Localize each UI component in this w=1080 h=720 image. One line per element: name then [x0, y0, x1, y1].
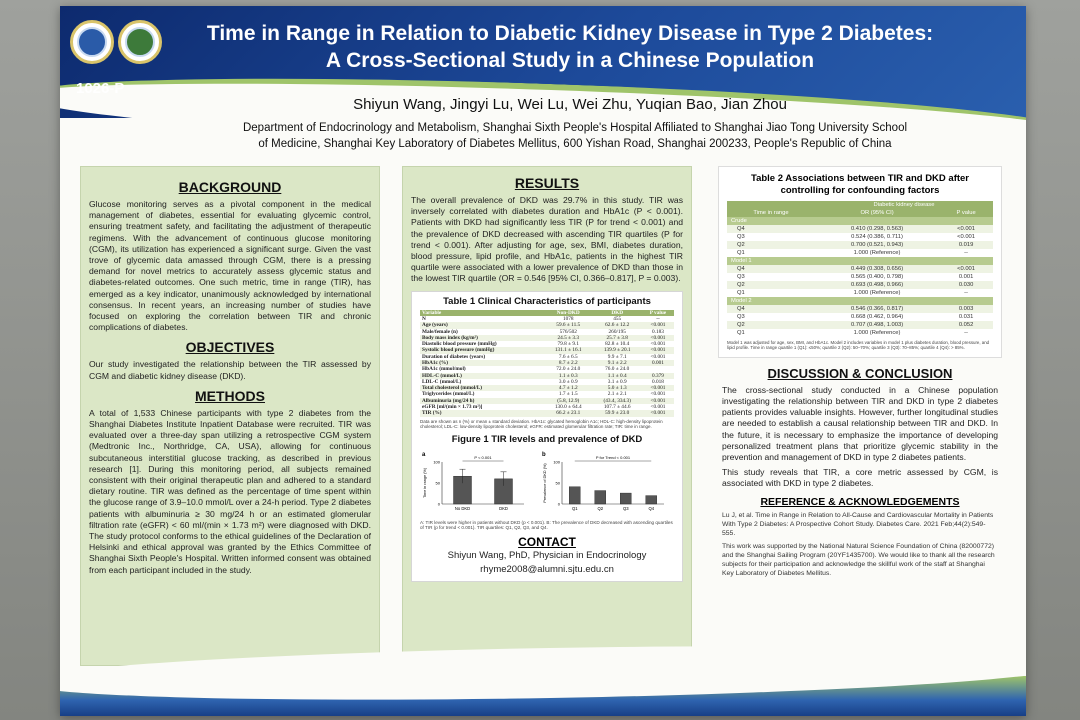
table2-super-header: Diabetic kidney disease: [815, 201, 993, 209]
university-logo: [70, 20, 114, 64]
chart-annotation: P < 0.001: [474, 454, 492, 460]
table1-cell: 9.1 ± 2.2: [592, 360, 641, 366]
table1-cell: <0.001: [642, 322, 674, 328]
table1-cell: N: [422, 315, 426, 322]
table2-cell: 0.449 (0.308, 0.656): [850, 266, 904, 272]
y-tick-label: 100: [553, 459, 560, 465]
table1-cell: 455: [613, 315, 622, 322]
table1-cell: eGFR [ml/(min × 1.73 m²)]: [422, 404, 483, 411]
middle-column: [402, 166, 692, 661]
table2-cell: 0.031: [958, 314, 974, 320]
table2-cell: 0.524 (0.386, 0.711): [851, 234, 903, 240]
table2-cell: 0.052: [958, 322, 974, 328]
table1-cell: HbA1c (%): [420, 360, 544, 366]
table1-cell: Diastolic blood pressure (mmHg): [422, 341, 497, 348]
table1-cell: 131.1 ± 16.1: [544, 347, 592, 353]
background-text: Glucose monitoring serves as a pivotal component in the medical management of diabetes, essential for evaluating glycemic control, ensuring treatment safety, and facilitating the adjustment of therapeutic regimens. With the advancement of continuous glucose monitoring (CGM), its utilization has experienced a significant surge. Given the vast trove of glycemic data amassed through CGM, there is a pressing demand for novel metrics to accurately assess glycemic status and diabetes-related outcomes. One such metric, time in range (TIR), has emerged as a key indicator, unanimously acknowledged by international consensus. In recent years, an increasing number of studies have focused on exploring the correlation between TIR and chronic complications of diabetes.: [89, 199, 371, 333]
table2-note: Model 1 was adjusted for age, sex, BMI, and HbA1c. Model 2 includes variables in model 1 plus diabetes duration, blood pressure, and lipid profile. Time in range quartile 1 (Q1): ≤50%; quartile 2 (Q2): 50–70%; quartile 3 (Q3): 70–85%; quartile 4 (Q4): > 85%.: [727, 340, 990, 351]
table2-header-cell: Time in range: [727, 209, 815, 217]
table1-cell: 62.6 ± 12.2: [592, 322, 641, 328]
table2-row: [727, 265, 993, 273]
table1-cell: Male/female (n): [422, 328, 458, 335]
table1-cell: 107.7 ± 44.6: [603, 404, 631, 411]
panel-label: a: [422, 451, 426, 458]
contact-heading: CONTACT: [518, 534, 576, 549]
table1-cell: --: [656, 315, 660, 322]
table1-cell: 1.7 ± 1.5: [558, 391, 578, 398]
table2-cell: 0.707 (0.498, 1.003): [850, 322, 904, 328]
table1-cell: Body mass index (kg/m²): [420, 335, 544, 341]
table2-cell: 0.565 (0.400, 0.798): [850, 274, 904, 280]
poster-id: 1026-P: [76, 80, 125, 97]
table1-cell: Triglycerides (mmol/L): [422, 391, 475, 398]
table1-cell: 79.8 ± 9.1: [557, 341, 579, 348]
table1-cell: 25.7 ± 3.8: [592, 335, 641, 341]
table2-row: [727, 281, 993, 289]
discussion-text-2: This study reveals that TIR, a core metric assessed by CGM, is associated with DKD in type 2 diabetes.: [722, 467, 998, 489]
table2-row: [727, 225, 993, 233]
table2-cell: Q4: [737, 306, 745, 312]
table2-card: [718, 166, 1002, 358]
table1-cell: <0.001: [642, 385, 674, 391]
table1-cell: <0.001: [642, 335, 674, 341]
table1-cell: (5.8, 12.9): [544, 398, 592, 404]
methods-heading: METHODS: [195, 387, 265, 404]
table1-cell: 0.379: [642, 373, 674, 379]
y-axis-label: Prevalence of DKD (%): [543, 463, 547, 503]
table2-cell: 1.000 (Reference): [853, 330, 901, 336]
affiliation-line-1: Department of Endocrinology and Metabolism, Shanghai Sixth People's Hospital Affiliated to Shanghai Jiao Tong University School: [242, 122, 908, 134]
table1-cell: HbA1c (mmol/mol): [422, 366, 466, 373]
affiliation: [160, 120, 990, 152]
table2-cell: Q1: [737, 290, 745, 296]
table1-cell: 3.0 ± 0.9: [558, 378, 578, 385]
objectives-heading: OBJECTIVES: [185, 339, 275, 356]
bar: [569, 486, 580, 503]
table2-group-label: Crude: [727, 217, 993, 225]
x-tick-label: Q1: [571, 505, 578, 511]
table1-cell: 72.0 ± 24.0: [556, 366, 581, 373]
table2-group-row: [727, 297, 993, 305]
table2-group-row: [727, 257, 993, 265]
table2-cell: 1.000 (Reference): [853, 290, 901, 296]
table2-group-row: [727, 217, 993, 225]
table1-cell: <0.001: [650, 391, 666, 398]
table2-row: [727, 313, 993, 321]
table1-cell: <0.001: [642, 398, 674, 404]
table1-cell: 576/502: [559, 328, 577, 335]
table2-group-label: Model 2: [727, 297, 993, 305]
x-tick-label: Q2: [597, 505, 604, 511]
table1-cell: Total cholesterol (mmol/L): [420, 385, 544, 391]
table1-cell: Albuminuria (mg/24 h): [420, 398, 544, 404]
results-text: The overall prevalence of DKD was 29.7% in this study. TIR was inversely correlated with diabetes duration and HbA1c (P < 0.001). Patients with DKD had significantly less TIR (P for trend < 0.001) and the prevalence of DKD decreased with ascending TIR quartiles (P for trend < 0.001). After adjusting for age, sex, BMI, diabetes duration, blood pressure, lipid profile, and HbA1c, patients in the highest TIR quartile were associated with a lower prevalence of DKD than those in the lowest TIR quartile (OR = 0.546 [95% CI, 0.366–0.817], P = 0.003).: [411, 195, 683, 284]
table2-row: [727, 241, 993, 249]
table2-cell: Q2: [737, 282, 745, 288]
table1-cell: 8.7 ± 2.2: [544, 360, 592, 366]
table2-header-cell: P value: [939, 209, 993, 217]
table1-cell: 139.9 ± 20.1: [592, 347, 641, 353]
table2-row: [727, 321, 993, 329]
table2-cell: 0.003: [958, 306, 974, 312]
table1-cell: 3.1 ± 0.9: [607, 378, 627, 385]
table1-card: [411, 291, 683, 582]
chart-annotation: P for Trend < 0.001: [595, 454, 631, 460]
right-column: [718, 166, 1002, 656]
table2-cell: Q4: [737, 266, 745, 272]
table1-cell: 2.1 ± 2.1: [607, 391, 627, 398]
x-tick-label: Q4: [648, 505, 655, 511]
table1-cell: <0.001: [650, 341, 666, 348]
table1-cell: HDL-C (mmol/L): [420, 373, 544, 379]
table2-cell: <0.001: [957, 226, 976, 232]
contact-email[interactable]: rhyme2008@alumni.sjtu.edu.cn: [480, 563, 614, 575]
y-axis-label: Time in range (%): [423, 467, 427, 498]
table1-cell: LDL-C (mmol/L): [422, 378, 462, 385]
table2-cell: 0.668 (0.462, 0.964): [850, 314, 904, 320]
title-line-2: A Cross-Sectional Study in a Chinese Population: [325, 49, 815, 72]
table1-cell: 9.9 ± 7.1: [607, 353, 627, 360]
table1-cell: 82.8 ± 10.4: [605, 341, 630, 348]
table1-cell: 0.018: [652, 378, 664, 385]
figure1-caption: A: TIR levels were higher in patients without DKD (p < 0.001). B: The prevalence of DKD decreased with ascending quartiles of TIR (p for trend < 0.001). TIR quartiles: Q1, Q2, Q3, and Q4.: [420, 519, 673, 531]
reference-heading: REFERENCE & ACKNOWLEDGEMENTS: [760, 495, 960, 508]
table2-cell: 0.700 (0.521, 0.943): [850, 242, 904, 248]
table1-header-cell: Non-DKD: [544, 310, 592, 316]
table2-cell: Q1: [737, 250, 745, 256]
table2-cell: 0.546 (0.366, 0.817): [850, 306, 904, 312]
table1-cell: 24.5 ± 3.3: [544, 335, 592, 341]
table1-cell: 59.6 ± 11.5: [544, 322, 592, 328]
contact-name: Shiyun Wang, PhD, Physician in Endocrinology: [447, 549, 647, 561]
table2-cell: 1.000 (Reference): [853, 250, 901, 256]
figure1: [420, 448, 674, 518]
table1-cell: 66.2 ± 23.1: [544, 410, 592, 416]
authors: Shiyun Wang, Jingyi Lu, Wei Lu, Wei Zhu, Yuqian Bao, Jian Zhou: [353, 96, 787, 113]
x-tick-label: Q3: [622, 505, 629, 511]
table2-cell: Q3: [737, 234, 745, 240]
methods-text: A total of 1,533 Chinese participants with type 2 diabetes from the Shanghai Diabetes Institute Inpatient Database were recruited. TIR was evaluated over a three-day span utilizing a retrospective CGM system (Medtronic Inc., Northridge, CA, USA), allowing for continuous subcutaneous interstitial glucose tracking, as described in previous research [1]. During this monitoring period, all subjects remained consistent with their original therapeutic plan and adhered to a standard dietary routine. TIR was defined as the percentage of time spent within the glucose range of 3.9–10.0 mmol/L over a 24-h period. Type 2 diabetes patients with albuminuria ≥ 30 mg/24 h or an estimated glomerular filtration rate (eGFR) < 60 ml/(min × 1.73 m²) were diagnosed with DKD. The study protocol conforms to the ethical guidelines of the Declaration of Helsinki and ethical approval was granted by the Ethics Committee of Shanghai Sixth People's Hospital. Written informed consent was obtained from each participant included in the study.: [89, 407, 371, 575]
table1-title: Table 1 Clinical Characteristics of participants: [443, 295, 651, 307]
table1-cell: Duration of diabetes (years): [422, 353, 486, 360]
discussion-text-1: The cross-sectional study conducted in a Chinese population investigating the relationship between TIR and DKD in type 2 diabetes patients provides valuable insights. However, further longitudinal studies are needed to establish a causal relationship between TIR and DKD. In the future, it is necessary to emphasize the importance of developing personalized treatment plans that prioritize glycemic stability in the prevention and management of DKD in type 2 diabetes patients.: [722, 384, 998, 463]
panel-label: b: [542, 451, 546, 458]
table1-cell: Systolic blood pressure (mmHg): [420, 347, 544, 353]
table2-cell: --: [964, 250, 968, 256]
table1-cell: 1.1 ± 0.3: [544, 373, 592, 379]
table1-note: Data are shown as n (%) or mean ± standard deviation. HbA1c: glycated hemoglobin A1c; HDL-C: high-density lipoprotein cholesterol; LDL-C: low-density lipoprotein cholesterol; eGFR: estimated glomerular filtration rate; TIR: time in range.: [420, 418, 663, 430]
figure1-title: Figure 1 TIR levels and prevalence of DKD: [451, 433, 643, 445]
table2-cell: Q1: [737, 330, 745, 336]
table2-title: [727, 173, 993, 197]
table2-row: [727, 289, 993, 297]
table2-group-label: Model 1: [727, 257, 993, 265]
table2-title-line-1: Table 2 Associations between TIR and DKD after: [750, 173, 970, 184]
table2-cell: Q4: [737, 226, 745, 232]
table2-cell: Q2: [737, 242, 745, 248]
y-tick-label: 0: [437, 501, 440, 507]
objectives-text: Our study investigated the relationship between the TIR assessed by CGM and diabetic kidney disease (DKD).: [89, 359, 371, 381]
table1-cell: 260/195: [608, 328, 626, 335]
table1-header-cell: P value: [642, 310, 674, 316]
discussion-heading: DISCUSSION & CONCLUSION: [767, 365, 953, 381]
table1-cell: TIR (%): [420, 410, 544, 416]
table1-row: [420, 410, 674, 416]
table2-cell: 0.001: [958, 274, 974, 280]
y-tick-label: 0: [557, 501, 560, 507]
table1-cell: 59.9 ± 23.0: [592, 410, 641, 416]
bar: [595, 490, 606, 503]
table1-cell: <0.001: [650, 404, 666, 411]
table2-row: [727, 249, 993, 257]
table2-row: [727, 329, 993, 337]
acknowledgements: This work was supported by the National Natural Science Foundation of China (82000772) and the Shanghai Sailing Program (20YF1435700). We would like to thank all the research subjects for their participation and acknowledge the skillful work of the staff at Shanghai Key Laboratory of Diabetes Mellitus.: [722, 542, 995, 577]
table2-cell: Q3: [737, 314, 745, 320]
background-heading: BACKGROUND: [178, 179, 282, 195]
table1-cell: (43.4, 334.3): [592, 398, 641, 404]
title-line-1: Time in Range in Relation to Diabetic Kidney Disease in Type 2 Diabetes:: [206, 22, 934, 45]
table2-cell: 0.030: [958, 282, 974, 288]
table1-cell: 1078: [562, 315, 574, 322]
results-heading: RESULTS: [514, 175, 580, 191]
table1-cell: <0.001: [642, 347, 674, 353]
x-tick-label: DKD: [499, 505, 508, 511]
table2-cell: <0.001: [957, 266, 976, 272]
table2-cell: Q3: [737, 274, 745, 280]
bar: [646, 495, 657, 503]
table1-cell: 5.0 ± 1.3: [592, 385, 641, 391]
table1-cell: 4.7 ± 1.2: [544, 385, 592, 391]
table1-cell: 0.001: [642, 360, 674, 366]
left-column: [80, 166, 380, 666]
table2-row: [727, 305, 993, 313]
table1-header-cell: Variable: [420, 310, 544, 316]
table2-cell: --: [964, 330, 968, 336]
bar: [620, 493, 631, 504]
reference-1: Lu J, et al. Time in Range in Relation to All-Cause and Cardiovascular Mortality in Patients With Type 2 Diabetes: A Prospective Cohort Study. Diabetes Care. 2021 Feb;44(2):549-555.: [722, 511, 994, 537]
table2-cell: 0.410 (0.298, 0.563): [850, 226, 904, 232]
table1-cell: <0.001: [642, 410, 674, 416]
hospital-logo: [118, 20, 162, 64]
y-tick-label: 100: [433, 459, 440, 465]
table2-cell: 0.019: [958, 242, 974, 248]
table2: [727, 201, 993, 337]
table1: [420, 310, 674, 417]
table1-cell: 0.183: [652, 328, 664, 335]
table1-cell: 7.6 ± 6.5: [558, 353, 578, 360]
table1-cell: <0.001: [650, 353, 666, 360]
table2-title-line-2: controlling for confounding factors: [780, 185, 940, 196]
table2-cell: 0.693 (0.498, 0.966): [850, 282, 904, 288]
affiliation-line-2: of Medicine, Shanghai Key Laboratory of Diabetes Mellitus, 600 Yishan Road, Shanghai 200233, People's Republic of China: [258, 138, 892, 150]
table1-header-cell: DKD: [592, 310, 641, 316]
table2-cell: --: [964, 290, 968, 296]
table2-header-cell: OR (95% CI): [815, 209, 939, 217]
table2-cell: Q2: [737, 322, 745, 328]
poster: [60, 6, 1026, 716]
y-tick-label: 50: [555, 480, 560, 486]
table1-cell: 130.0 ± 64.4: [554, 404, 582, 411]
table1-cell: 1.1 ± 0.4: [592, 373, 641, 379]
table1-cell: 76.0 ± 24.0: [605, 366, 630, 373]
poster-title: [180, 20, 960, 74]
table2-row: [727, 233, 993, 241]
y-tick-label: 50: [435, 480, 440, 486]
table2-row: [727, 273, 993, 281]
figure1-panel-b: [540, 448, 670, 518]
figure1-panel-a: [420, 448, 530, 518]
x-tick-label: No DKD: [454, 505, 471, 511]
table2-cell: <0.001: [957, 234, 976, 240]
table1-cell: Age (years): [420, 322, 544, 328]
